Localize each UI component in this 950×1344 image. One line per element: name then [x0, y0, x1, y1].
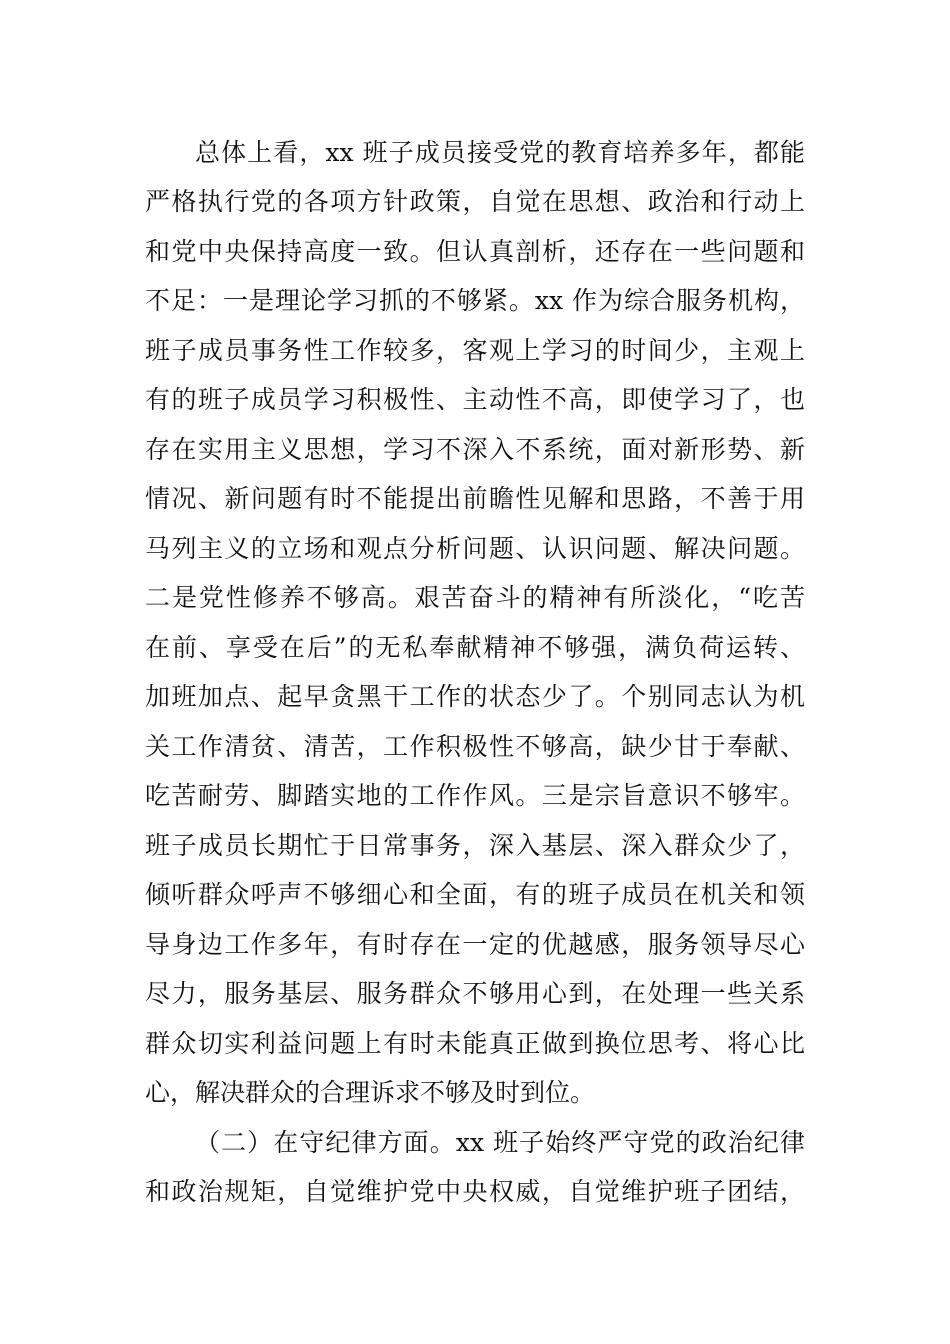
paragraph-1-line-20: 心，解决群众的合理诉求不够及时到位。 — [145, 1078, 596, 1107]
paragraph-1-line-17: 导身边工作多年，有时存在一定的优越感，服务领导尽心 — [145, 930, 805, 959]
paragraph-1-line-8: 情况、新问题有时不能提出前瞻性见解和思路，不善于用 — [145, 484, 805, 513]
paragraph-1-line-18: 尽力，服务基层、服务群众不够用心到，在处理一些关系 — [145, 979, 805, 1008]
paragraph-1-line-15: 班子成员长期忙于日常事务，深入基层、深入群众少了， — [145, 831, 805, 860]
paragraph-1-line-2: 严格执行党的各项方针政策，自觉在思想、政治和行动上 — [145, 187, 805, 216]
paragraph-1-line-5: 班子成员事务性工作较多，客观上学习的时间少，主观上 — [145, 336, 805, 365]
paragraph-1-line-7: 存在实用主义思想，学习不深入不系统，面对新形势、新 — [145, 435, 805, 464]
paragraph-2-line-1: （二）在守纪律方面。xx 班子始终严守党的政治纪律 — [195, 1128, 805, 1157]
paragraph-1-line-9: 马列主义的立场和观点分析问题、认识问题、解决问题。 — [145, 534, 805, 563]
paragraph-1-line-10: 二是党性修养不够高。艰苦奋斗的精神有所淡化，“吃苦 — [145, 583, 805, 612]
paragraph-1-line-16: 倾听群众呼声不够细心和全面，有的班子成员在机关和领 — [145, 880, 805, 909]
paragraph-1-line-1: 总体上看，xx 班子成员接受党的教育培养多年，都能 — [195, 138, 805, 167]
paragraph-1-line-13: 关工作清贫、清苦，工作积极性不够高，缺少甘于奉献、 — [145, 732, 805, 761]
paragraph-1-line-6: 有的班子成员学习积极性、主动性不高，即使学习了，也 — [145, 385, 805, 414]
paragraph-1-line-12: 加班加点、起早贪黑干工作的状态少了。个别同志认为机 — [145, 682, 805, 711]
paragraph-1-line-4: 不足：一是理论学习抓的不够紧。xx 作为综合服务机构， — [145, 286, 805, 315]
paragraph-2-line-2: 和政治规矩，自觉维护党中央权威，自觉维护班子团结， — [145, 1177, 805, 1206]
paragraph-1-line-19: 群众切实利益问题上有时未能真正做到换位思考、将心比 — [145, 1029, 805, 1058]
paragraph-1-line-14: 吃苦耐劳、脚踏实地的工作作风。三是宗旨意识不够牢。 — [145, 781, 805, 810]
paragraph-1-line-11: 在前、享受在后”的无私奉献精神不够强，满负荷运转、 — [145, 633, 805, 662]
paragraph-1-line-3: 和党中央保持高度一致。但认真剖析，还存在一些问题和 — [145, 237, 805, 266]
